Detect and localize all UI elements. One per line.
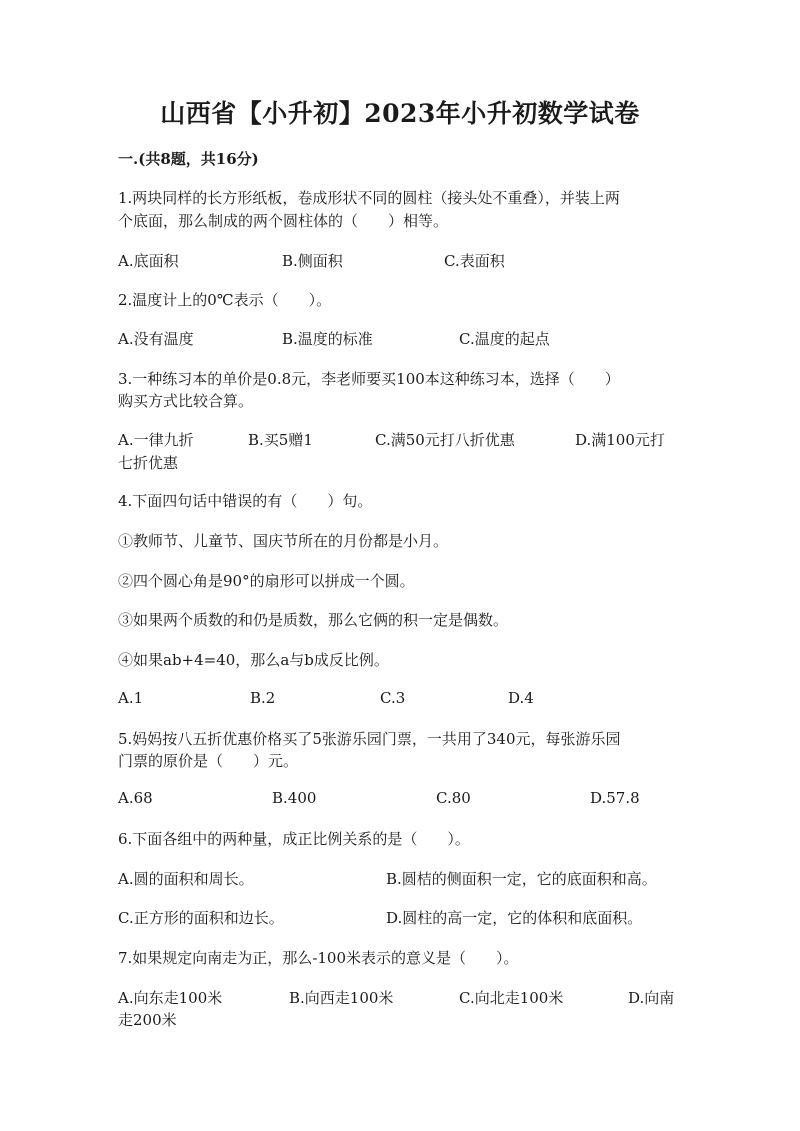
question-1-line-2: 个底面，那么制成的两个圆柱体的（ ）相等。 <box>118 212 449 230</box>
question-4-option-a: A.1 <box>118 689 144 707</box>
question-6-option-b: B.圆桔的侧面积一定，它的底面积和高。 <box>386 870 657 888</box>
question-5-option-b: B.400 <box>272 789 317 807</box>
question-6-line-1: 6.下面各组中的两种量，成正比例关系的是（ ）。 <box>118 830 470 848</box>
question-3-option-b: B.买5赠1 <box>248 431 313 449</box>
question-4-statement-2: ②四个圆心角是90°的扇形可以拼成一个圆。 <box>118 572 415 590</box>
question-3-option-d: D.满100元打 <box>575 431 665 449</box>
question-4-line-1: 4.下面四句话中错误的有（ ）句。 <box>118 492 373 510</box>
question-5-option-a: A.68 <box>118 789 153 807</box>
question-4-option-b: B.2 <box>250 689 276 707</box>
page-title: 山西省【小升初】2023年小升初数学试卷 <box>160 99 640 128</box>
question-4-statement-3: ③如果两个质数的和仍是质数，那么它俩的积一定是偶数。 <box>118 611 509 629</box>
question-4-statement-1: ①教师节、儿童节、国庆节所在的月份都是小月。 <box>118 532 449 550</box>
question-5-line-2: 门票的原价是（ ）元。 <box>118 752 299 770</box>
question-2-option-a: A.没有温度 <box>118 330 194 348</box>
question-4-option-c: C.3 <box>380 689 406 707</box>
question-5-line-1: 5.妈妈按八五折优惠价格买了5张游乐园门票，一共用了340元，每张游乐园 <box>118 730 621 748</box>
question-3-option-d-continued: 七折优惠 <box>118 454 179 472</box>
question-3-line-2: 购买方式比较合算。 <box>118 392 254 410</box>
section-heading: 一.(共8题，共16分) <box>118 150 259 168</box>
question-6-option-c: C.正方形的面积和边长。 <box>118 909 284 927</box>
question-1-line-1: 1.两块同样的长方形纸板，卷成形状不同的圆柱（接头处不重叠），并装上两 <box>118 189 620 207</box>
question-4-statement-4: ④如果ab+4=40，那么a与b成反比例。 <box>118 651 389 669</box>
question-1-option-c: C.表面积 <box>444 252 505 270</box>
question-3-option-a: A.一律九折 <box>118 431 194 449</box>
question-5-option-c: C.80 <box>436 789 471 807</box>
question-3-option-c: C.满50元打八折优惠 <box>375 431 515 449</box>
question-1-option-a: A.底面积 <box>118 252 179 270</box>
question-2-option-b: B.温度的标准 <box>282 330 373 348</box>
question-3-line-1: 3.一种练习本的单价是0.8元，李老师要买100本这种练习本，选择（ ） <box>118 370 620 388</box>
question-5-option-d: D.57.8 <box>590 789 640 807</box>
question-7-option-a: A.向东走100米 <box>118 989 223 1007</box>
question-6-option-d: D.圆柱的高一定，它的体积和底面积。 <box>386 909 643 927</box>
question-1-option-b: B.侧面积 <box>282 252 343 270</box>
question-4-option-d: D.4 <box>508 689 534 707</box>
question-7-option-c: C.向北走100米 <box>459 989 564 1007</box>
question-6-option-a: A.圆的面积和周长。 <box>118 870 254 888</box>
question-7-option-d-continued: 走200米 <box>118 1011 177 1029</box>
question-7-option-d: D.向南 <box>628 989 675 1007</box>
question-2-line-1: 2.温度计上的0℃表示（ ）。 <box>118 291 332 309</box>
question-2-option-c: C.温度的起点 <box>459 330 550 348</box>
question-7-line-1: 7.如果规定向南走为正，那么-100米表示的意义是（ ）。 <box>118 949 519 967</box>
question-7-option-b: B.向西走100米 <box>289 989 394 1007</box>
